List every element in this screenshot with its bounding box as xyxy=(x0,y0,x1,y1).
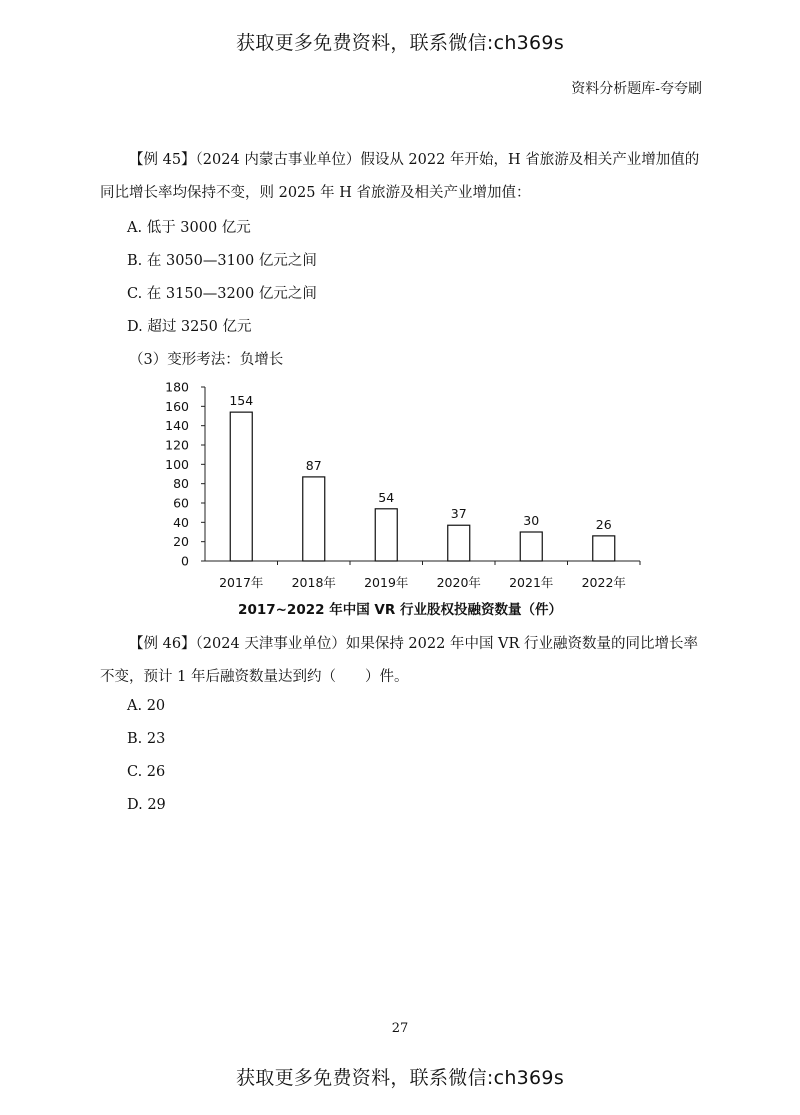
top-banner: 获取更多免费资料，联系微信:ch369s xyxy=(235,32,565,54)
chart-title: 2017~2022 年中国 VR 行业股权投融资数量（件） xyxy=(238,602,562,618)
page-number: 27 xyxy=(391,1021,409,1036)
example-46-option-c: C. 26 xyxy=(127,764,166,780)
x-tick-label: 2021年 xyxy=(509,575,554,590)
bar xyxy=(375,509,397,561)
example-46-option-b: B. 23 xyxy=(127,731,166,747)
bar xyxy=(230,412,252,561)
bar xyxy=(303,477,325,561)
y-tick-label: 120 xyxy=(165,437,189,453)
y-tick-label: 60 xyxy=(173,495,189,511)
bar xyxy=(448,525,470,561)
y-tick-label: 0 xyxy=(181,553,189,569)
bottom-banner: 获取更多免费资料，联系微信:ch369s xyxy=(235,1067,565,1089)
section-heading: （3）变形考法：负增长 xyxy=(129,352,284,368)
example-45-option-d: D. 超过 3250 亿元 xyxy=(127,319,252,335)
bar xyxy=(520,532,542,561)
example-45-option-b: B. 在 3050—3100 亿元之间 xyxy=(127,253,317,269)
bar xyxy=(593,536,615,561)
x-tick-label: 2017年 xyxy=(219,575,264,590)
data-label: 30 xyxy=(523,513,540,528)
data-label: 37 xyxy=(450,506,467,522)
y-tick-label: 180 xyxy=(165,379,189,395)
x-tick-label: 2020年 xyxy=(436,575,481,590)
example-46-option-d: D. 29 xyxy=(127,797,166,813)
example-45-option-a: A. 低于 3000 亿元 xyxy=(127,220,251,236)
y-tick-label: 20 xyxy=(173,534,189,550)
x-tick-label: 2019年 xyxy=(364,575,409,590)
data-label: 26 xyxy=(595,516,612,532)
x-tick-label: 2022年 xyxy=(581,575,626,590)
example-46-question: 【例 46】（2024 天津事业单位）如果保持 2022 年中国 VR 行业融资数量的同比增长率不变，预计 1 年后融资数量达到约（ ）件。 xyxy=(100,636,699,685)
example-46-option-a: A. 20 xyxy=(127,698,166,714)
data-label: 154 xyxy=(229,393,254,409)
y-tick-label: 80 xyxy=(173,476,189,492)
y-tick-label: 40 xyxy=(173,514,189,530)
y-tick-label: 100 xyxy=(165,456,189,472)
data-label: 87 xyxy=(305,457,322,473)
y-tick-label: 140 xyxy=(165,418,189,434)
example-45-question: 【例 45】（2024 内蒙古事业单位）假设从 2022 年开始，H 省旅游及相关产业增加值的同比增长率均保持不变，则 2025 年 H 省旅游及相关产业增加值： xyxy=(100,152,700,201)
bar-chart xyxy=(150,375,650,600)
example-45-option-c: C. 在 3150—3200 亿元之间 xyxy=(127,286,317,302)
running-header: 资料分析题库-夸夸刷 xyxy=(571,81,702,97)
x-tick-label: 2018年 xyxy=(291,575,336,590)
data-label: 54 xyxy=(378,489,395,505)
y-tick-label: 160 xyxy=(165,398,189,414)
